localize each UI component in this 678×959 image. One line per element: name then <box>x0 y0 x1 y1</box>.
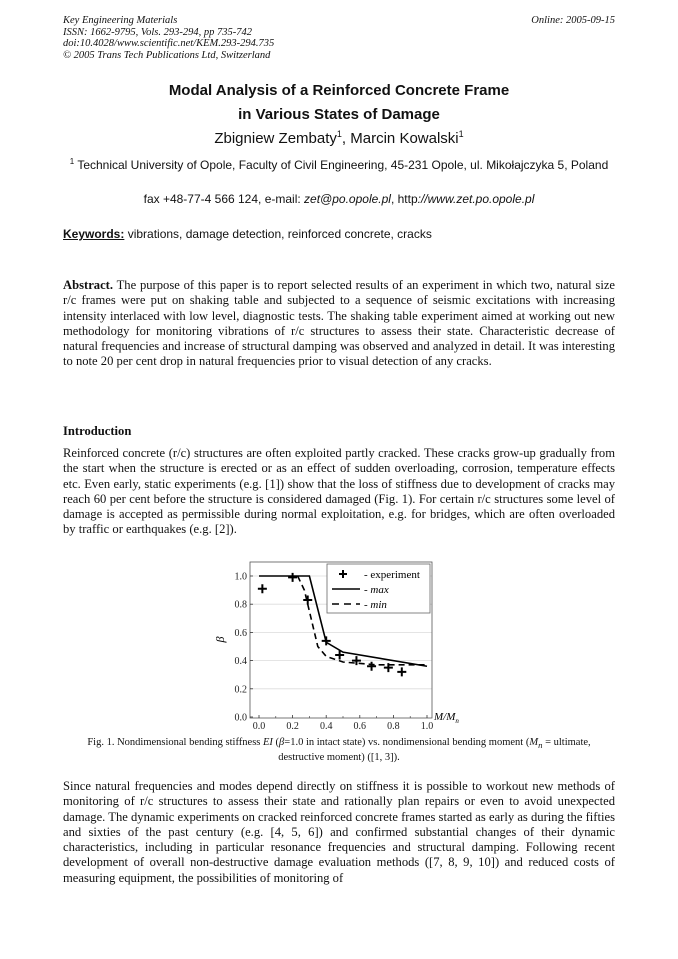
y-tick-label: 0.8 <box>234 599 247 611</box>
authors <box>63 129 615 147</box>
fax: fax +48-77-4 566 124, e-mail: <box>143 192 305 206</box>
author-separator: , <box>341 130 351 147</box>
caption-text: Fig. 1. Nondimensional bending stiffness <box>87 737 263 748</box>
email-link[interactable]: zet@po.opole.pl <box>304 192 391 206</box>
x-tick-label: 0.6 <box>353 721 367 732</box>
x-tick-label: 0.8 <box>387 721 400 732</box>
caption-text: = ultimate, destructive moment) ([1, 3]). <box>278 737 591 763</box>
legend-label: - experiment <box>364 569 420 581</box>
experiment-marker <box>258 584 267 593</box>
caption-ei: EI <box>263 737 273 748</box>
caption-mn: M <box>529 737 539 748</box>
title-line-1: Modal Analysis of a Reinforced Concrete Frame <box>168 82 510 99</box>
body-paragraph-2: Since natural frequencies and modes depend directly on stiffness it is possible to workout new methods of monitoring of r/c structures to assess their state and rationally plan repairs or even to avoid unexpected damage. The dynamic experiments on cracked reinforced concrete frames started as early as during the fifties and sixties of the past century (e.g. [4, 5, 6]) and confirmed substantial changes of their dynamic characteristics, including in particular resonance frequencies and structural damping. Following recent development of overall non-destructive damage evaluation methods ([7, 8, 9, 10]) and reduced costs of measuring equipment, the possibilities of monitoring of <box>63 779 615 885</box>
doi: doi:10.4028/www.scientific.net/KEM.293-294.735 <box>63 38 275 49</box>
y-tick-label: 1.0 <box>234 571 247 583</box>
affiliation-number: 1 <box>69 157 75 166</box>
keywords-list: vibrations, damage detection, reinforced concrete, cracks <box>124 227 432 241</box>
keywords-label: Keywords: <box>63 227 125 241</box>
y-tick-label: 0.0 <box>234 712 247 724</box>
legend-label: - min <box>364 599 387 611</box>
title-line-2: in Various States of Damage <box>238 106 440 123</box>
y-tick-label: 0.4 <box>234 656 247 668</box>
introduction-paragraph: Reinforced concrete (r/c) structures are often exploited partly cracked. These cracks grow-up gradually from the start when the structure is erected or as an effect of sudden overloading, corrosion, temperature effects etc. Even early, static experiments (e.g. [1]) show that the loss of stiffness due to development of cracks may reach 60 per cent before the structure is considered damaged (Fig. 1). For certain r/c structures some level of damage is accepted as permissible during normal exploitation, e.g. for bridges, which are often overloaded by traffic or earthquakes (e.g. [2]). <box>63 446 615 537</box>
caption-beta: β <box>279 737 285 748</box>
affiliation-text: Technical University of Opole, Faculty of Civil Engineering, 45-231 Opole, ul. Mikołajczyka 5, Poland <box>74 158 609 172</box>
experiment-marker <box>288 573 297 582</box>
x-tick-label: 0.2 <box>286 721 299 732</box>
contact-line <box>63 192 615 206</box>
journal-header <box>63 15 274 61</box>
figure-1-chart <box>210 560 480 732</box>
author-1: Zbigniew Zembaty <box>214 130 337 147</box>
contact-mid: , http <box>390 192 418 206</box>
abstract-text: The purpose of this paper is to report selected results of an experiment in which two, natural size r/c frames were put on shaking table and subjected to a sequence of seismic excitations with increasing intensity interlaced with low level, diagnostic tests. The shaking table experiment aimed at working out new methodology for monitoring vibrations of r/c structures to assess their state. Characteristic decrease of natural frequencies and increase of structural damping was observed and analyzed in detail. It was interesting to note 20 per cent drop in natural frequencies prior to visual detection of any cracks. <box>63 278 615 369</box>
y-tick-label: 0.2 <box>234 684 247 696</box>
affiliation <box>63 154 615 173</box>
author-2-affil: 1 <box>458 129 464 139</box>
stiffness-chart-svg <box>210 560 480 732</box>
author-2: Marcin Kowalski <box>350 130 459 147</box>
abstract-label: Abstract. <box>63 278 114 292</box>
website-link[interactable]: ://www.zet.po.opole.pl <box>417 192 535 206</box>
y-axis-label: β <box>213 636 227 643</box>
experiment-marker <box>303 595 312 604</box>
x-axis-label: $M/M_n$ <box>434 711 459 725</box>
caption-text: ( <box>272 737 280 748</box>
y-tick-label: 0.6 <box>234 627 247 639</box>
issn: ISSN: 1662-9795, Vols. 293-294, pp 735-742 <box>63 26 252 38</box>
caption-n: n <box>538 740 543 751</box>
experiment-marker <box>397 667 406 676</box>
keywords <box>63 227 432 241</box>
experiment-marker <box>367 662 376 671</box>
section-heading-introduction: Introduction <box>63 424 132 438</box>
x-tick-label: 0.4 <box>319 721 333 732</box>
copyright: © 2005 Trans Tech Publications Ltd, Switzerland <box>63 49 271 61</box>
figure-1-caption <box>63 737 615 764</box>
journal-name: Key Engineering Materials <box>63 15 178 26</box>
x-tick-label: 0.0 <box>252 721 266 732</box>
caption-text: =1.0 in intact state) vs. nondimensional bending moment ( <box>284 737 530 748</box>
author-1-affil: 1 <box>336 129 342 139</box>
legend-label: - max <box>364 584 389 596</box>
online-date: Online: 2005-09-15 <box>531 15 615 26</box>
x-tick-label: 1.0 <box>420 721 434 732</box>
abstract <box>63 278 615 370</box>
